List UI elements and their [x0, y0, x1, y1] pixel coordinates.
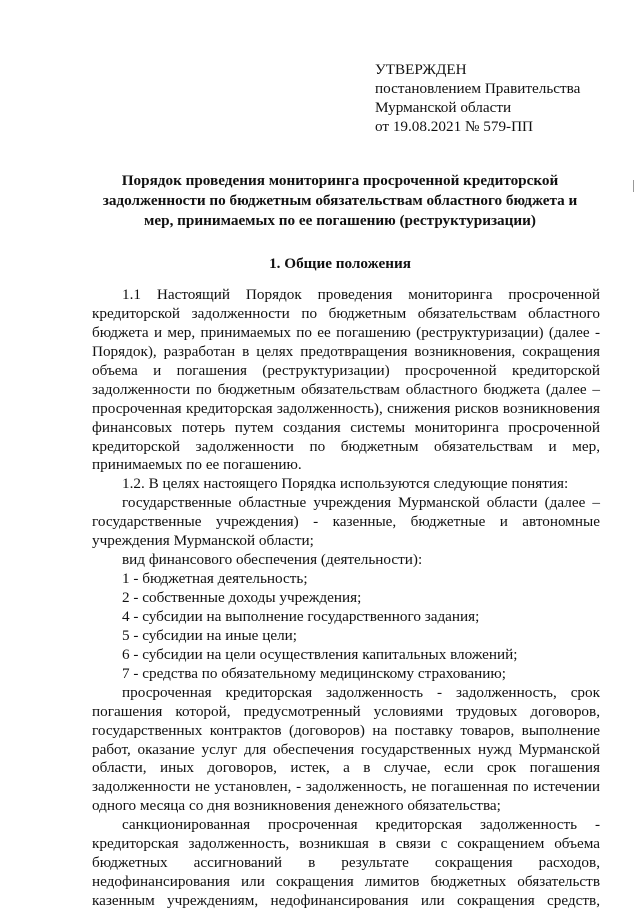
document-body: [92, 286, 600, 911]
body-line: недофинансирования или сокращения лимитов бюджетных обязательств: [92, 873, 600, 891]
body-line: кредиторской задолженности по бюджетным обязательствам областного: [92, 304, 600, 322]
body-line: задолженности не установлен, - задолженность, не погашенная по истечении: [92, 778, 600, 796]
body-line: 1 - бюджетная деятельность;: [122, 570, 308, 588]
section-heading: 1. Общие положения: [269, 255, 411, 272]
body-line: санкционированная просроченная кредиторская задолженность -: [122, 816, 600, 834]
body-line: бюджета и мер, принимаемых по ее погашению (реструктуризации) (далее -: [92, 323, 600, 341]
body-line: 2 - собственные доходы учреждения;: [122, 589, 362, 606]
body-line: кредиторской задолженности по бюджетным обязательствам и мер,: [92, 437, 600, 455]
body-line: 1.1 Настоящий Порядок проведения мониторинга просроченной: [122, 286, 600, 303]
body-line: 1.2. В целях настоящего Порядка используются следующие понятия:: [122, 475, 569, 493]
body-line: государственных контрактов (договоров) на поставку товаров, выполнение: [92, 721, 600, 739]
approval-stamp: [375, 60, 580, 136]
body-line: работ, оказание услуг для обеспечения государственных нужд Мурманской: [92, 740, 600, 758]
body-line: одного месяца со дня возникновения денежного обязательства;: [92, 797, 501, 815]
body-line: просроченная кредиторская задолженность - задолженность, срок: [122, 683, 600, 701]
body-line: финансовых потерь путем создания системы мониторинга просроченной: [92, 418, 600, 436]
body-line: учреждения Мурманской области;: [92, 532, 314, 550]
body-line: 6 - субсидии на цели осуществления капитальных вложений;: [122, 645, 518, 663]
body-line: просроченная кредиторская задолженность), снижения рисков возникновения: [92, 399, 600, 417]
body-line: Порядок), разработан в целях предотвращения возникновения, сокращения: [92, 342, 600, 360]
approval-line: постановлением Правительства: [375, 80, 581, 97]
body-line: задолженности по бюджетным обязательствам областного бюджета (далее –: [92, 380, 600, 398]
body-line: погашения которой, предусмотренный условиями трудовых договоров,: [92, 702, 600, 720]
body-line: кредиторская задолженность, возникшая в связи с сокращением объема: [92, 835, 600, 853]
body-line: государственные областные учреждения Мурманской области (далее –: [122, 494, 600, 512]
body-line: вид финансового обеспечения (деятельности):: [122, 551, 423, 569]
approval-line: от 19.08.2021 № 579-ПП: [375, 118, 534, 135]
approval-line: Мурманской области: [375, 99, 512, 116]
body-line: объема и погашения (реструктуризации) просроченной кредиторской: [92, 361, 600, 379]
title-line: Порядок проведения мониторинга просроченной кредиторской: [121, 172, 559, 189]
body-line: 5 - субсидии на иные цели;: [122, 626, 298, 644]
body-line: принимаемых по ее погашению.: [92, 456, 302, 474]
body-line: 4 - субсидии на выполнение государственного задания;: [122, 607, 480, 625]
body-line: казенным учреждениям, недофинансирования или сокращения средств,: [92, 892, 600, 909]
approval-line: УТВЕРЖДЕН: [375, 61, 467, 78]
title-line: мер, принимаемых по ее погашению (реструктуризации): [144, 212, 536, 229]
body-line: области, иных договоров, истек, а в случае, если срок погашения: [92, 759, 600, 777]
body-line: государственные учреждения) - казенные, бюджетные и автономные: [92, 513, 600, 531]
title-line: задолженности по бюджетным обязательствам областного бюджета и: [102, 192, 578, 209]
document-title: [80, 171, 600, 231]
body-line: бюджетных ассигнований в результате сокращения расходов,: [92, 854, 600, 872]
margin-mark: [633, 180, 634, 192]
body-line: 7 - средства по обязательному медицинскому страхованию;: [122, 664, 506, 682]
